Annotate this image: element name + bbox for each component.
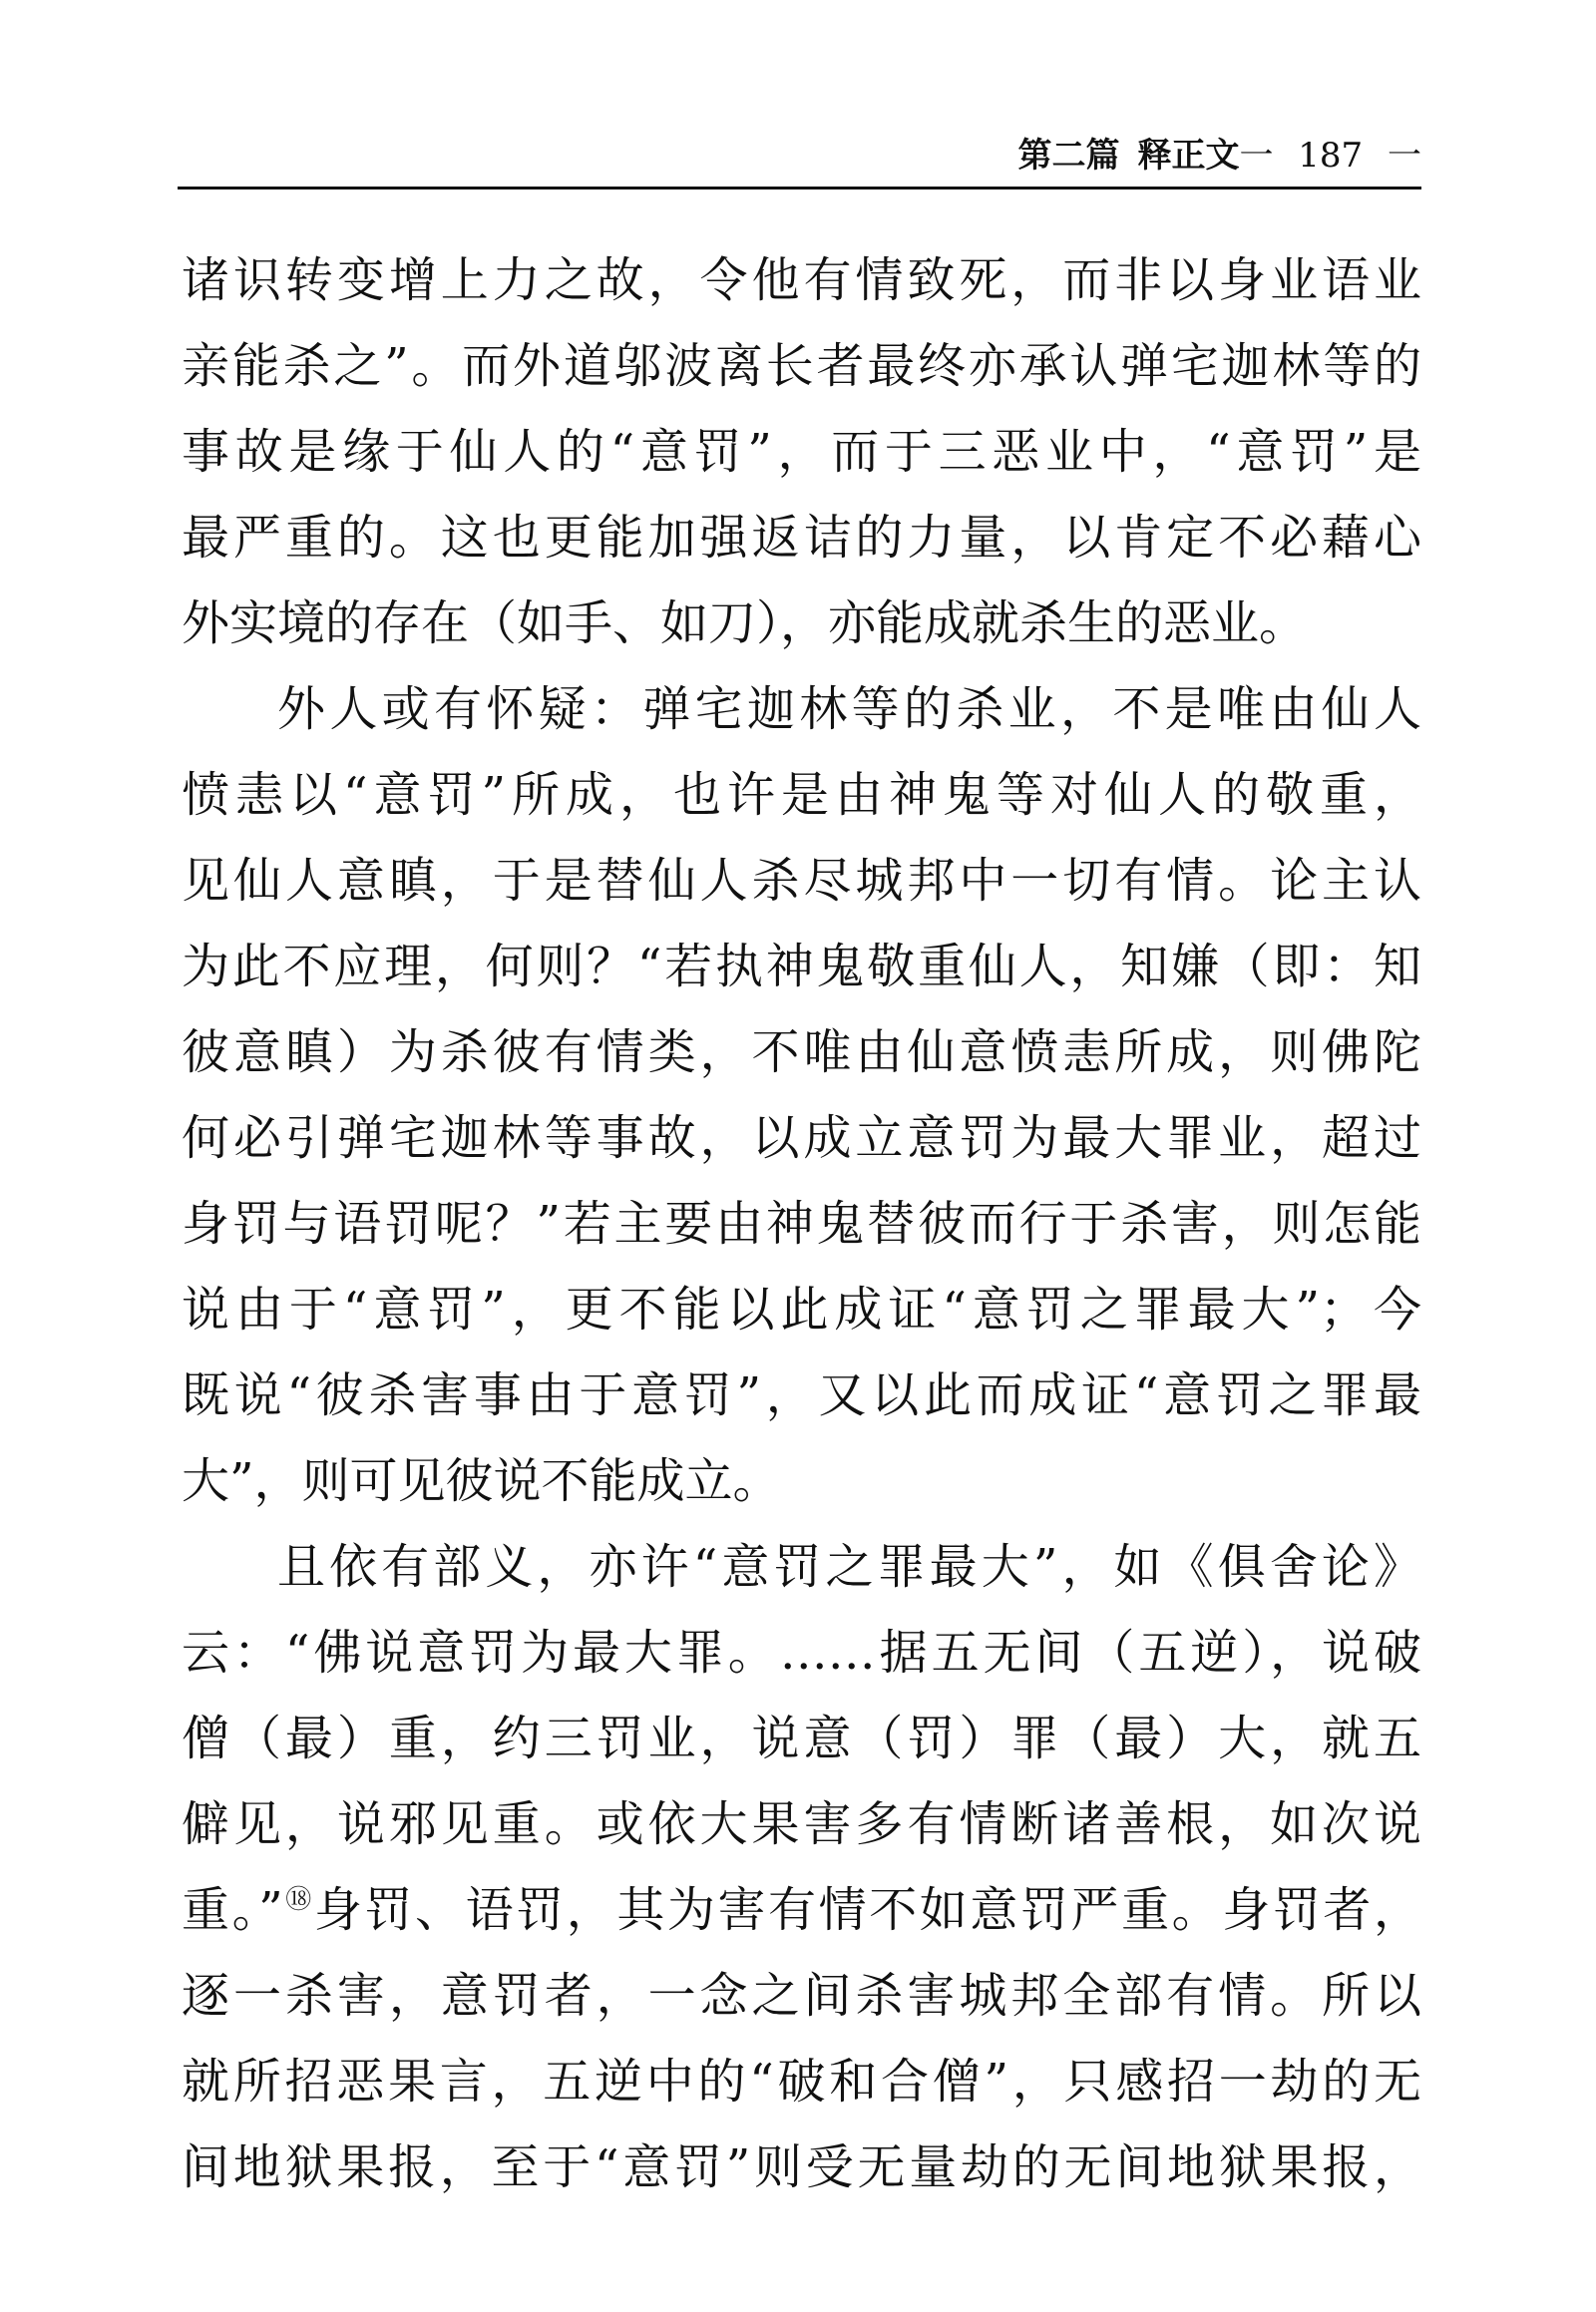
- text-line: 既说“彼杀害事由于意罚”，又以此而成证“意罚之罪最: [182, 1367, 1421, 1423]
- text-line: 逐一杀害，意罚者，一念之间杀害城邦全部有情。所以: [182, 1968, 1421, 2024]
- text-line: 为此不应理，何则？“若执神鬼敬重仙人，知嫌（即：知: [182, 939, 1421, 994]
- text-line: 最严重的。这也更能加强返诘的力量，以肯定不必藉心: [182, 510, 1421, 566]
- text-line: 彼意瞋）为杀彼有情类，不唯由仙意愤恚所成，则佛陀: [182, 1024, 1421, 1080]
- text-line: 说由于“意罚”，更不能以此成证“意罚之罪最大”；今: [182, 1282, 1421, 1338]
- text-line: 间地狱果报，至于“意罚”则受无量劫的无间地狱果报，: [182, 2139, 1421, 2195]
- header-rule: [178, 187, 1421, 190]
- page-number: 一 187 一: [1239, 136, 1421, 176]
- text-line: 僻见，说邪见重。或依大果害多有情断诸善根，如次说: [182, 1796, 1421, 1852]
- running-head-section: 第二篇: [1017, 136, 1120, 176]
- text-line: 见仙人意瞋，于是替仙人杀尽城邦中一切有情。论主认: [182, 853, 1421, 909]
- text-line: 亲能杀之”。而外道邬波离长者最终亦承认弹宅迦林等的: [182, 338, 1421, 394]
- text-line: 何必引弹宅迦林等事故，以成立意罚为最大罪业，超过: [182, 1110, 1421, 1166]
- running-head-title: 释正文: [1137, 136, 1240, 176]
- text-line: 就所招恶果言，五逆中的“破和合僧”，只感招一劫的无: [182, 2054, 1421, 2110]
- paragraph-start-line: 外人或有怀疑：弹宅迦林等的杀业，不是唯由仙人: [277, 681, 1421, 737]
- text-line-with-footnote: [182, 1867, 1421, 1953]
- paragraph-start-line: 且依有部义，亦许“意罚之罪最大”，如《俱舍论》: [277, 1539, 1421, 1595]
- body-text: [182, 237, 1421, 2210]
- text-line: 诸识转变增上力之故，令他有情致死，而非以身业语业: [182, 252, 1421, 308]
- text-line: 大”，则可见彼说不能成立。: [182, 1453, 781, 1509]
- text-line: 外实境的存在（如手、如刀），亦能成就杀生的恶业。: [182, 595, 1308, 651]
- text-segment: 重。”: [182, 1882, 283, 1938]
- footnote-marker: ⑱: [282, 1885, 314, 1915]
- text-segment: 身罚、语罚，其为害有情不如意罚严重。身罚者，: [313, 1882, 1421, 1938]
- text-line: 云：“佛说意罚为最大罪。……据五无间（五逆），说破: [182, 1625, 1421, 1681]
- text-line: 愤恚以“意罚”所成，也许是由神鬼等对仙人的敬重，: [182, 767, 1421, 823]
- running-head: [182, 130, 1421, 182]
- text-line: 事故是缘于仙人的“意罚”，而于三恶业中，“意罚”是: [182, 424, 1421, 480]
- text-line: 身罚与语罚呢？”若主要由神鬼替彼而行于杀害，则怎能: [182, 1196, 1421, 1252]
- text-line: 僧（最）重，约三罚业，说意（罚）罪（最）大，就五: [182, 1711, 1421, 1766]
